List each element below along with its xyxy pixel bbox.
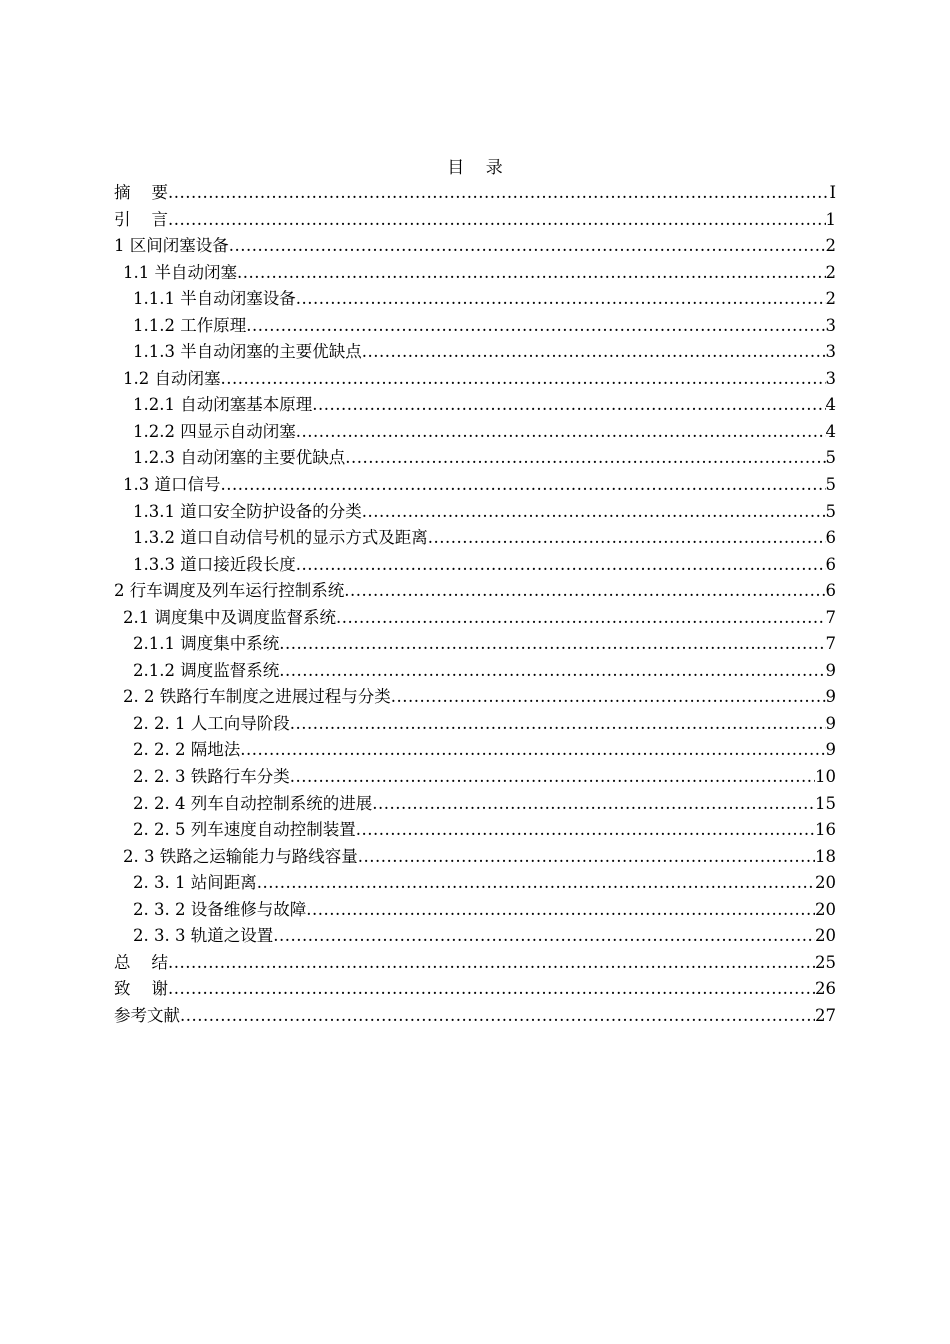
toc-dot-leader <box>279 658 825 685</box>
toc-entry[interactable] <box>114 976 836 1003</box>
toc-dot-leader <box>279 631 825 658</box>
toc-dot-leader <box>168 976 815 1003</box>
toc-dot-leader <box>221 366 826 393</box>
toc-page-number: 4 <box>825 395 836 415</box>
toc-entry-title: 2. 2. 2 隔地法 <box>133 740 241 760</box>
toc-dot-leader <box>372 791 815 818</box>
toc-entry[interactable] <box>114 764 836 791</box>
toc-entry[interactable] <box>114 817 836 844</box>
toc-entry[interactable] <box>114 233 836 260</box>
toc-page-number: 2 <box>825 289 836 309</box>
toc-page-number: 9 <box>825 740 836 760</box>
toc-entry-title: 2. 2. 1 人工向导阶段 <box>133 713 290 733</box>
toc-page-number: 15 <box>815 793 836 813</box>
toc-dot-leader <box>229 233 826 260</box>
toc-dot-leader <box>240 737 825 764</box>
toc-page-number: 5 <box>825 448 836 468</box>
toc-entry[interactable] <box>114 392 836 419</box>
toc-entry-title: 2. 2. 4 列车自动控制系统的进展 <box>133 793 373 813</box>
toc-entry-title: 1.3.2 道口自动信号机的显示方式及距离 <box>133 528 428 548</box>
toc-entry-title: 1.3 道口信号 <box>123 475 221 495</box>
toc-entry-title: 1.2 自动闭塞 <box>123 368 221 388</box>
toc-page-number: 6 <box>825 554 836 574</box>
toc-dot-leader <box>362 499 826 526</box>
toc-entry-title: 1 区间闭塞设备 <box>114 236 229 256</box>
toc-dot-leader <box>345 445 825 472</box>
toc-entry-title: 引 言 <box>114 209 168 229</box>
toc-entry-title: 1.1.3 半自动闭塞的主要优缺点 <box>133 342 362 362</box>
toc-entry[interactable] <box>114 313 836 340</box>
toc-page-number: 4 <box>825 421 836 441</box>
toc-dot-leader <box>358 844 815 871</box>
toc-entry[interactable] <box>114 180 836 207</box>
toc-page-number: 18 <box>815 846 836 866</box>
toc-page-number: 3 <box>825 342 836 362</box>
toc-page-number: 9 <box>825 713 836 733</box>
toc-entry-title: 1.1.1 半自动闭塞设备 <box>133 289 296 309</box>
toc-entry[interactable] <box>114 897 836 924</box>
toc-page-number: I <box>829 183 836 202</box>
toc-page-number: 9 <box>825 687 836 707</box>
toc-dot-leader <box>273 923 815 950</box>
toc-dot-leader <box>168 207 826 234</box>
toc-page-number: 9 <box>825 660 836 680</box>
toc-dot-leader <box>344 578 825 605</box>
toc-entry-title: 摘 要 <box>114 183 168 202</box>
toc-dot-leader <box>336 605 826 632</box>
toc-dot-leader <box>428 525 826 552</box>
toc-entry-title: 2 行车调度及列车运行控制系统 <box>114 581 345 601</box>
toc-entry[interactable] <box>114 605 836 632</box>
toc-entry[interactable] <box>114 737 836 764</box>
toc-entry[interactable] <box>114 339 836 366</box>
toc-dot-leader <box>312 392 825 419</box>
toc-entry[interactable] <box>114 552 836 579</box>
toc-page-number: 2 <box>825 262 836 282</box>
toc-entry[interactable] <box>114 286 836 313</box>
toc-page-number: 27 <box>815 1005 836 1025</box>
toc-entry-title: 2. 2 铁路行车制度之进展过程与分类 <box>123 687 391 707</box>
toc-entry-title: 2. 2. 5 列车速度自动控制装置 <box>133 820 356 840</box>
toc-page-number: 5 <box>825 475 836 495</box>
toc-page-number: 6 <box>825 528 836 548</box>
toc-entry[interactable] <box>114 419 836 446</box>
toc-entry[interactable] <box>114 472 836 499</box>
toc-entry[interactable] <box>114 844 836 871</box>
toc-entry[interactable] <box>114 791 836 818</box>
toc-dot-leader <box>168 950 815 977</box>
toc-entry[interactable] <box>114 631 836 658</box>
toc-dot-leader <box>296 419 826 446</box>
toc-entry-title: 1.1.2 工作原理 <box>133 315 247 335</box>
toc-entry[interactable] <box>114 366 836 393</box>
toc-dot-leader <box>237 260 826 287</box>
toc-dot-leader <box>180 1003 815 1030</box>
toc-page-number: 20 <box>815 926 836 946</box>
toc-dot-leader <box>356 817 815 844</box>
toc-page-number: 6 <box>825 581 836 601</box>
table-of-contents <box>114 180 836 1030</box>
toc-entry[interactable] <box>114 525 836 552</box>
toc-entry-title: 1.3.3 道口接近段长度 <box>133 554 296 574</box>
toc-page-number: 26 <box>815 979 836 999</box>
toc-page-number: 1 <box>825 209 836 229</box>
toc-entry-title: 1.3.1 道口安全防护设备的分类 <box>133 501 362 521</box>
toc-entry[interactable] <box>114 923 836 950</box>
toc-entry[interactable] <box>114 658 836 685</box>
toc-entry-title: 2.1 调度集中及调度监督系统 <box>123 607 336 627</box>
toc-entry-title: 2.1.1 调度集中系统 <box>133 634 280 654</box>
toc-dot-leader <box>296 286 826 313</box>
toc-dot-leader <box>362 339 826 366</box>
toc-title: 目 录 <box>447 158 503 178</box>
toc-page-number: 16 <box>815 820 836 840</box>
toc-page-number: 25 <box>815 952 836 972</box>
toc-entry[interactable] <box>114 684 836 711</box>
toc-dot-leader <box>290 764 815 791</box>
toc-dot-leader <box>391 684 826 711</box>
toc-dot-leader <box>296 552 826 579</box>
toc-entry-title: 2. 3. 3 轨道之设置 <box>133 926 274 946</box>
toc-entry-title: 2. 3. 2 设备维修与故障 <box>133 899 307 919</box>
toc-entry[interactable] <box>114 711 836 738</box>
toc-page-number: 2 <box>825 236 836 256</box>
toc-dot-leader <box>168 180 829 207</box>
toc-page-number: 3 <box>825 315 836 335</box>
toc-page-number: 3 <box>825 368 836 388</box>
toc-page-number: 7 <box>825 607 836 627</box>
toc-entry-title: 1.1 半自动闭塞 <box>123 262 237 282</box>
toc-dot-leader <box>306 897 815 924</box>
toc-entry-title: 2. 3 铁路之运输能力与路线容量 <box>123 846 358 866</box>
toc-entry[interactable] <box>114 260 836 287</box>
toc-entry-title: 参考文献 <box>114 1005 180 1025</box>
toc-page-number: 20 <box>815 873 836 893</box>
toc-dot-leader <box>246 313 825 340</box>
toc-entry-title: 2. 2. 3 铁路行车分类 <box>133 767 290 787</box>
toc-entry-title: 2. 3. 1 站间距离 <box>133 873 257 893</box>
toc-dot-leader <box>257 870 815 897</box>
toc-page-number: 10 <box>815 767 836 787</box>
toc-entry-title: 致 谢 <box>114 979 168 999</box>
toc-entry-title: 1.2.1 自动闭塞基本原理 <box>133 395 313 415</box>
toc-entry-title: 2.1.2 调度监督系统 <box>133 660 280 680</box>
toc-entry-title: 1.2.2 四显示自动闭塞 <box>133 421 296 441</box>
toc-entry[interactable] <box>114 499 836 526</box>
toc-dot-leader <box>290 711 826 738</box>
toc-dot-leader <box>221 472 826 499</box>
toc-entry[interactable] <box>114 1003 836 1030</box>
toc-entry[interactable] <box>114 207 836 234</box>
toc-entry[interactable] <box>114 578 836 605</box>
toc-entry[interactable] <box>114 870 836 897</box>
toc-page-number: 20 <box>815 899 836 919</box>
toc-entry-title: 1.2.3 自动闭塞的主要优缺点 <box>133 448 346 468</box>
toc-entry[interactable] <box>114 950 836 977</box>
toc-page-number: 5 <box>825 501 836 521</box>
toc-entry[interactable] <box>114 445 836 472</box>
toc-page-number: 7 <box>825 634 836 654</box>
toc-entry-title: 总 结 <box>114 952 168 972</box>
